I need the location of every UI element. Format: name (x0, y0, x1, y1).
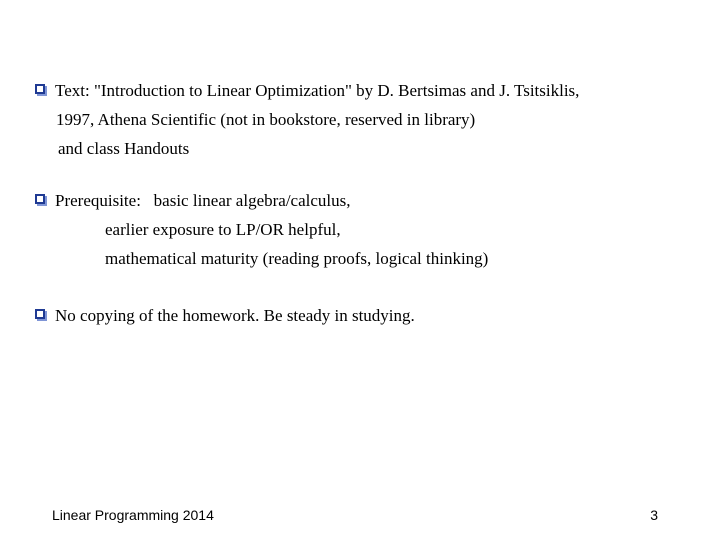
bullet-text: Text: "Introduction to Linear Optimization" by D. Bertsimas and J. Tsitsiklis, (55, 81, 580, 100)
footer-course-title: Linear Programming 2014 (52, 507, 214, 523)
bullet-text: Prerequisite: basic linear algebra/calculus, (55, 191, 351, 210)
hollow-square-bullet-icon (34, 193, 48, 207)
footer-page-number: 3 (650, 507, 658, 523)
bullet-text: and class Handouts (58, 139, 190, 158)
hollow-square-bullet-icon (34, 308, 48, 322)
bullet-text: mathematical maturity (reading proofs, logical thinking) (105, 249, 489, 268)
bullet-text: 1997, Athena Scientific (not in bookstore, reserved in library) (56, 110, 476, 129)
bullet-text: No copying of the homework. Be steady in studying. (55, 306, 415, 325)
hollow-square-bullet-icon (34, 83, 48, 97)
bullet-text: earlier exposure to LP/OR helpful, (105, 220, 341, 239)
